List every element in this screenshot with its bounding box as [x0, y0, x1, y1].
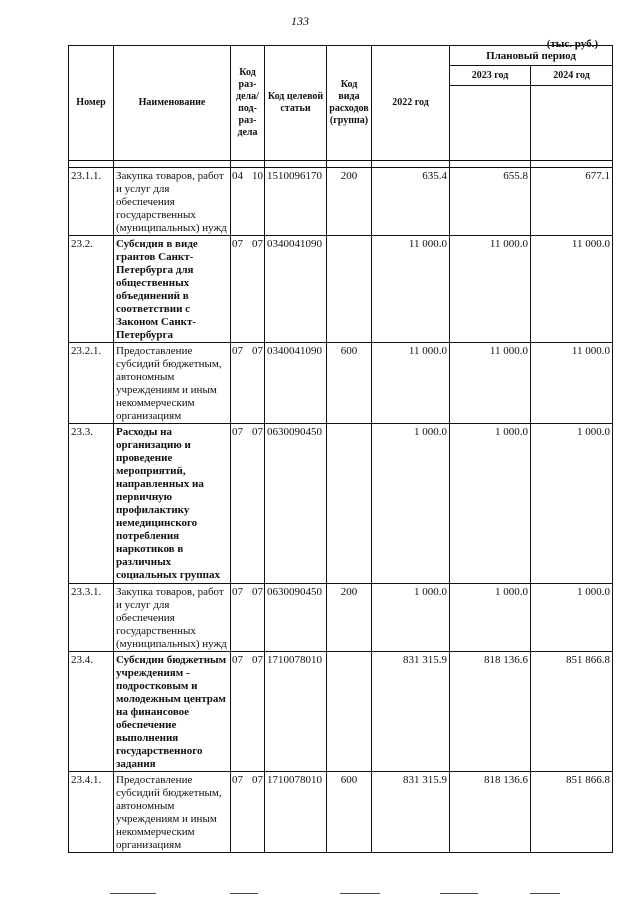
row-number: 23.2.1.: [69, 343, 114, 424]
row-subsection: 10: [252, 170, 263, 182]
row-subsection: 07: [252, 426, 263, 438]
budget-table: [68, 45, 613, 853]
row-number: 23.3.: [69, 424, 114, 584]
page-number: 133: [291, 14, 309, 28]
row-section-code: [231, 584, 265, 652]
table-body: [69, 161, 613, 853]
row-expense-type: 200: [327, 168, 372, 236]
row-value-2022: 1 000.0: [372, 424, 450, 584]
row-target-code: 1510096170: [265, 168, 327, 236]
row-expense-type: 600: [327, 343, 372, 424]
row-name: Предоставление субсидий бюджетным, автономным учреждениям и иным некоммерческим организациям: [114, 772, 231, 853]
header-name: Наименование: [114, 46, 231, 161]
row-section: 07: [232, 654, 243, 666]
row-expense-type: 200: [327, 584, 372, 652]
row-target-code: 1710078010: [265, 652, 327, 772]
row-number: 23.1.1.: [69, 168, 114, 236]
row-value-2024: 11 000.0: [531, 343, 613, 424]
row-name: Субсидия в виде грантов Санкт-Петербурга для общественных объединений в соответствии с Законом Санкт-Петербурга: [114, 236, 231, 343]
row-target-code: 0630090450: [265, 424, 327, 584]
table-row: [69, 236, 613, 343]
header-planning-period: Плановый период: [450, 46, 613, 66]
row-expense-type: [327, 236, 372, 343]
table-row: [69, 168, 613, 236]
row-name: Предоставление субсидий бюджетным, автономным учреждениям и иным некоммерческим организациям: [114, 343, 231, 424]
row-subsection: 07: [252, 654, 263, 666]
row-target-code: 0340041090: [265, 343, 327, 424]
row-target-code: 0340041090: [265, 236, 327, 343]
row-value-2023: 1 000.0: [450, 584, 531, 652]
row-section-code: [231, 236, 265, 343]
table-row: [69, 772, 613, 853]
row-number: 23.4.: [69, 652, 114, 772]
row-name: Расходы на организацию и проведение мероприятий, направленных на первичную профилактику немедицинского потребления наркотиков в различных социальных группах: [114, 424, 231, 584]
row-section-code: [231, 772, 265, 853]
row-section-code: [231, 424, 265, 584]
table-row: [69, 343, 613, 424]
header-year-2022: 2022 год: [372, 46, 450, 161]
header-expense-type-code: Код вида расходов (группа): [327, 46, 372, 161]
row-value-2023: 1 000.0: [450, 424, 531, 584]
row-subsection: 07: [252, 586, 263, 598]
header-section-code: Код раз-дела/ под-раз-дела: [231, 46, 265, 161]
row-section: 07: [232, 426, 243, 438]
row-section: 07: [232, 586, 243, 598]
row-value-2023: 818 136.6: [450, 652, 531, 772]
table-row: [69, 424, 613, 584]
row-number: 23.3.1.: [69, 584, 114, 652]
footer-scan-marks: [110, 893, 580, 899]
row-value-2022: 831 315.9: [372, 652, 450, 772]
row-section-code: [231, 652, 265, 772]
spacer-row: [69, 161, 613, 168]
header-year-2023-blank: [450, 86, 531, 161]
row-section: 07: [232, 774, 243, 786]
row-section: 07: [232, 238, 243, 250]
header-number: Номер: [69, 46, 114, 161]
row-expense-type: 600: [327, 772, 372, 853]
row-subsection: 07: [252, 238, 263, 250]
row-value-2024: 851 866.8: [531, 652, 613, 772]
row-value-2024: 1 000.0: [531, 424, 613, 584]
row-name: Субсидии бюджетным учреждениям - подростковым и молодежным центрам на финансовое обеспечение выполнения государственного задания: [114, 652, 231, 772]
table-row: [69, 584, 613, 652]
row-value-2022: 831 315.9: [372, 772, 450, 853]
row-section: 07: [232, 345, 243, 357]
row-value-2024: 1 000.0: [531, 584, 613, 652]
header-target-code: Код целевой статьи: [265, 46, 327, 161]
row-value-2022: 635.4: [372, 168, 450, 236]
header-year-2024-blank: [531, 86, 613, 161]
row-value-2023: 11 000.0: [450, 236, 531, 343]
row-section-code: [231, 168, 265, 236]
row-target-code: 0630090450: [265, 584, 327, 652]
row-expense-type: [327, 424, 372, 584]
row-value-2024: 851 866.8: [531, 772, 613, 853]
row-value-2023: 655.8: [450, 168, 531, 236]
row-value-2023: 818 136.6: [450, 772, 531, 853]
header-year-2023: 2023 год: [450, 66, 531, 86]
row-name: Закупка товаров, работ и услуг для обеспечения государственных (муниципальных) нужд: [114, 584, 231, 652]
row-section: 04: [232, 170, 243, 182]
units-label: (тыс. руб.): [546, 38, 598, 50]
row-value-2024: 677.1: [531, 168, 613, 236]
row-value-2022: 11 000.0: [372, 236, 450, 343]
row-value-2022: 1 000.0: [372, 584, 450, 652]
row-subsection: 07: [252, 774, 263, 786]
row-value-2023: 11 000.0: [450, 343, 531, 424]
row-value-2024: 11 000.0: [531, 236, 613, 343]
header-year-2024: 2024 год: [531, 66, 613, 86]
row-target-code: 1710078010: [265, 772, 327, 853]
row-subsection: 07: [252, 345, 263, 357]
row-value-2022: 11 000.0: [372, 343, 450, 424]
row-number: 23.2.: [69, 236, 114, 343]
row-expense-type: [327, 652, 372, 772]
row-number: 23.4.1.: [69, 772, 114, 853]
table-row: [69, 652, 613, 772]
row-name: Закупка товаров, работ и услуг для обеспечения государственных (муниципальных) нужд: [114, 168, 231, 236]
row-section-code: [231, 343, 265, 424]
